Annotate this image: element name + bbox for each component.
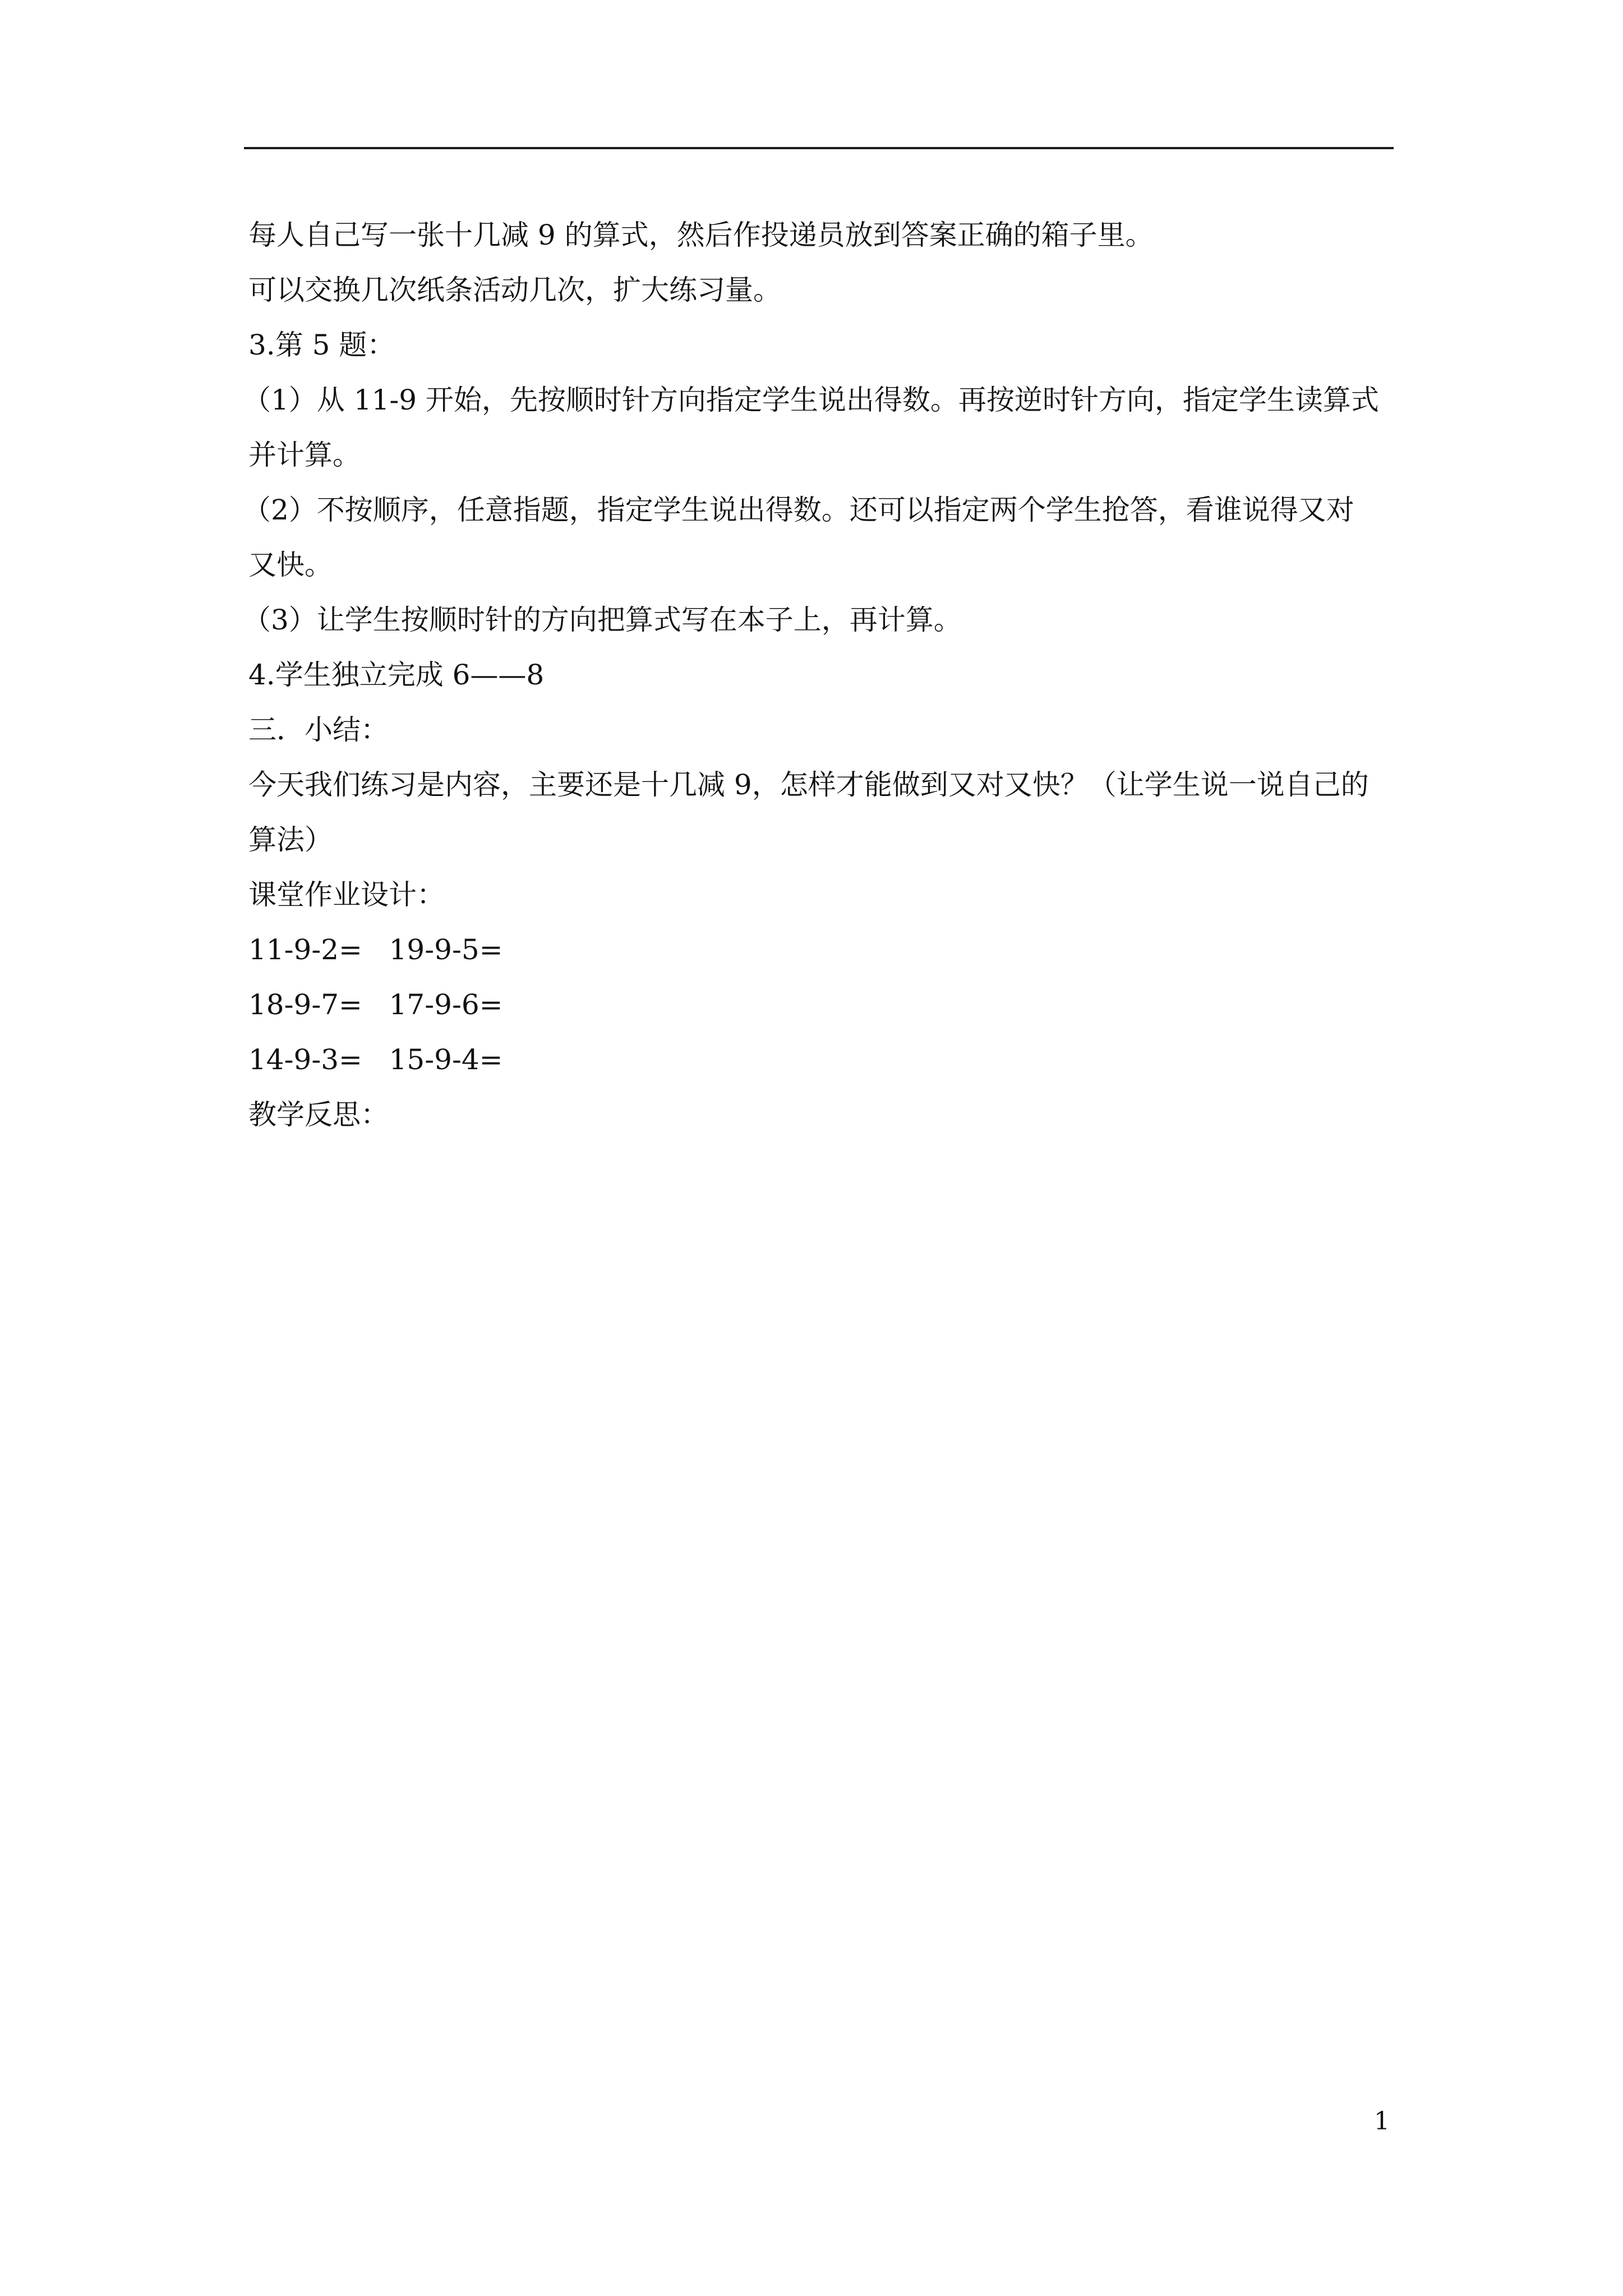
page-number: 1 <box>1374 2107 1390 2136</box>
exercise-row: 11-9-2= 19-9-5= <box>248 933 503 966</box>
section-heading: 三．小结： <box>248 714 389 746</box>
document-body <box>243 208 1395 1142</box>
paragraph-line: （2）不按顺序，任意指题，指定学生说出得数。还可以指定两个学生抢答，看谁说得又对 <box>243 494 1354 526</box>
paragraph-line: （1）从 11-9 开始，先按顺时针方向指定学生说出得数。再按逆时针方向，指定学生读算式 <box>243 384 1379 416</box>
header-rule <box>244 147 1394 149</box>
paragraph-line: 可以交换几次纸条活动几次，扩大练习量。 <box>248 274 781 306</box>
section-heading: 教学反思： <box>248 1098 389 1131</box>
paragraph-line: 今天我们练习是内容，主要还是十几减 9，怎样才能做到又对又快？（让学生说一说自己的 <box>248 769 1369 801</box>
paragraph-line: （3）让学生按顺时针的方向把算式写在本子上，再计算。 <box>243 604 962 636</box>
paragraph-line: 算法） <box>248 823 333 856</box>
paragraph-line: 每人自己写一张十几减 9 的算式，然后作投递员放到答案正确的箱子里。 <box>248 219 1154 251</box>
section-heading: 3.第 5 题： <box>248 329 395 361</box>
paragraph-line: 并计算。 <box>248 439 361 471</box>
section-heading: 4.学生独立完成 6——8 <box>248 659 545 691</box>
section-heading: 课堂作业设计： <box>248 878 445 911</box>
exercise-row: 18-9-7= 17-9-6= <box>248 988 503 1021</box>
exercise-row: 14-9-3= 15-9-4= <box>248 1043 503 1076</box>
paragraph-line: 又快。 <box>248 549 333 581</box>
